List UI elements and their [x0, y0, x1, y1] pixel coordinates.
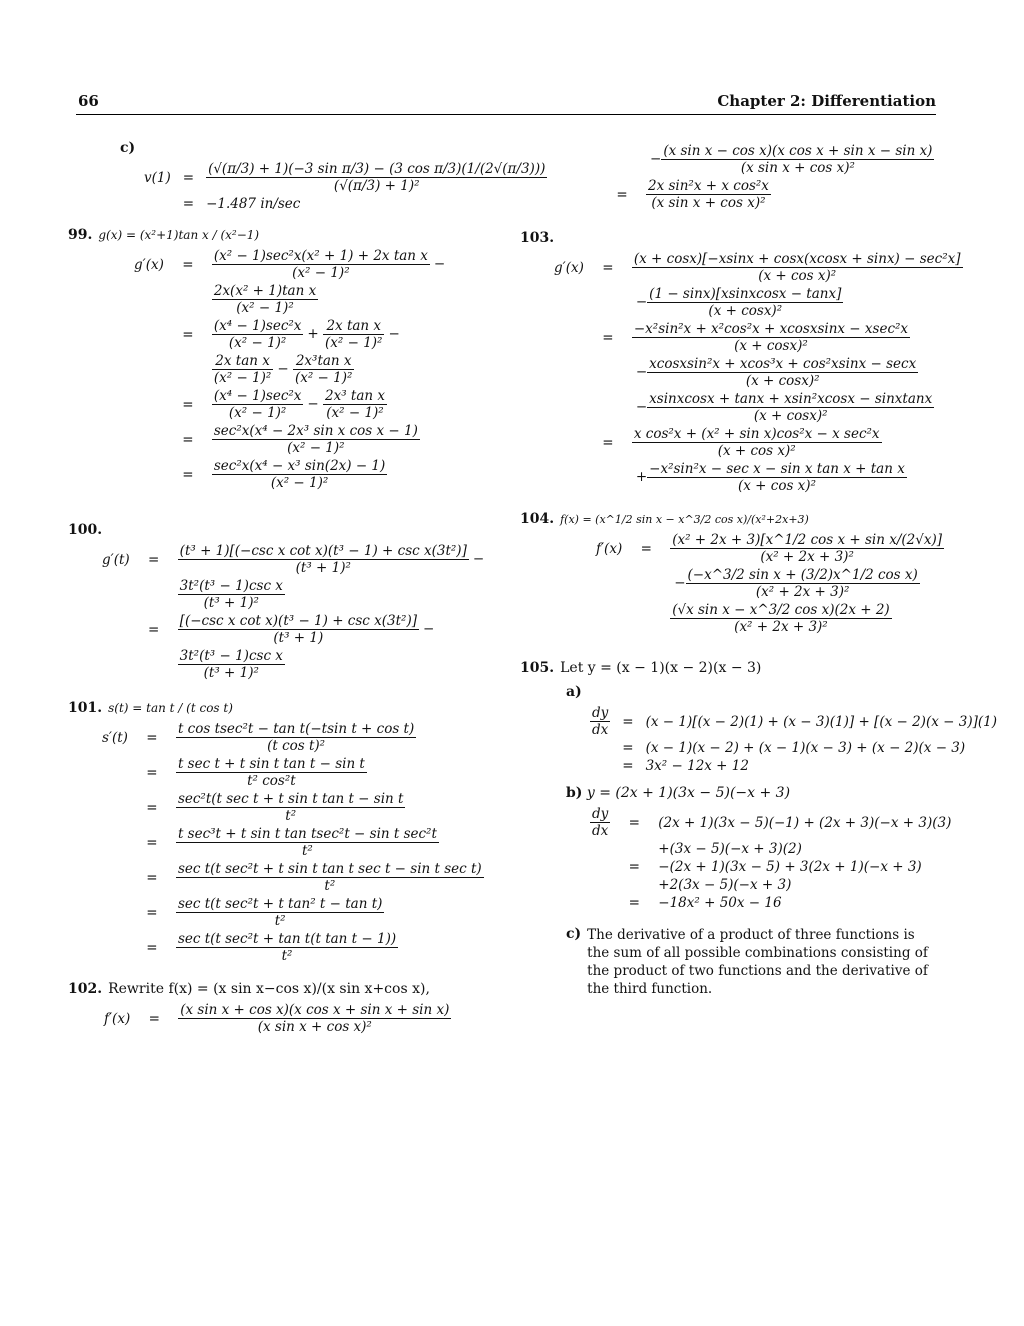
part-c: c) The derivative of a product of three functions is the sum of all possible combinations consisting of the product of two functions and the derivative of the third function.: [566, 926, 936, 998]
problem-100-derivation: g′(t) = $\frac{\text{(t³ + 1)[(−csc x cot x)(t³ − 1) + csc x(3t²)]}}{\text{(t³ + 1)²}}$ − $\frac{\text{3t²(t³ − 1)csc x}}{\text{(t³ + 1)²}}$ = $\frac{\text{[(−csc x cot x)(t³ − 1) + csc x(3t²)]}}{\text{(t³ + 1)}}$ − $\frac{\text{3t²(t³ − 1)csc x}}{\text{(t³ + 1)²}}$: [102, 543, 485, 681]
problem-104: 104. f(x) = (x^1/2 sin x − x^3/2 cos x)/(x²+2x+3): [520, 511, 809, 527]
right-column: [520, 138, 1000, 998]
problem-102-derivation: f′(x) = $\frac{\text{(x sin x + cos x)(x cos x + sin x + sin x)}}{\text{(x sin x + cos x)²}}$: [104, 1002, 450, 1035]
problem-105: 105. Let y = (x − 1)(x − 2)(x − 3): [520, 660, 762, 676]
page-header: [76, 92, 936, 115]
part-b: b) y = (2x + 1)(3x − 5)(−x + 3): [566, 785, 791, 801]
problem-101: 101. s(t) = tan t / (t cos t): [68, 700, 233, 716]
problem-100: 100.: [68, 522, 103, 538]
chapter-title: Chapter 2: Differentiation: [717, 92, 936, 110]
problem-99-derivation: g′(x) = $\frac{\text{(x² − 1)sec²x(x² + 1) + 2x tan x}}{\text{(x² − 1)²}}$ − $\frac{\text{2x(x² + 1)tan x}}{\text{(x² − 1)²}}$ = $\frac{\text{(x⁴ − 1)sec²x}}{\text{(x² − 1)²}}$ + $\frac{\text{2x tan x}}{\text{(x² − 1)²}}$ − $\frac{\text{2x tan x}}{\text{(x² − 1)²}}$ − $\frac{\text{2x³tan x}}{\text{(x² − 1)²}}$ = $\frac{\text{(x⁴ − 1)sec²x}}{\text{(x² − 1)²}}$ − $\frac{\text{2x³ tan x}}{\text{(x² − 1)²}}$ = $\frac{\text{sec²x(x⁴ − 2x³ sin x cos x − 1)}}{\text{(x² − 1)²}}$ = $\frac{\text{sec²x(x⁴ − x³ sin(2x) − 1)}}{\text{(x² − 1)²}}$: [134, 248, 446, 491]
velocity-result: −1.487 in/sec: [206, 196, 301, 212]
part-c-label: c): [120, 140, 136, 156]
problem-103: 103.: [520, 230, 555, 246]
problem-101-derivation: s′(t) = $\frac{\text{t cos tsec²t − tan t(−tsin t + cos t)}}{\text{(t cos t)²}}$ = $\frac{\text{t sec t + t sin t tan t − sin t}}{\text{t² cos²t}}$ = $\frac{\text{sec²t(t sec t + t sin t tan t − sin t}}{\text{t²}}$ = $\frac{\text{t sec³t + t sin t tan tsec²t − sin t sec²t}}{\text{t²}}$ = $\frac{\text{sec t(t sec²t + t sin t tan t sec t − sin t sec t)}}{\text{t²}}$ = $\frac{\text{sec t(t sec²t + t tan² t − tan t)}}{\text{t²}}$ = $\frac{\text{sec t(t sec²t + tan t(t tan t − 1))}}{\text{t²}}$: [102, 721, 482, 964]
part-a-label: a): [566, 684, 582, 700]
part-b-derivation: $\frac{dy}{dx}$ = (2x + 1)(3x − 5)(−1) + (2x + 3)(−x + 3)(3) +(3x − 5)(−x + 3)(2) = −(2x + 1)(3x − 5) + 3(2x + 1)(−x + 3) +2(3x − 5)(−x + 3) = −18x² + 50x − 16: [592, 806, 952, 911]
fraction: $\frac{\text{(√(π/3) + 1)(−3 sin π/3) − (3 cos π/3)(1/(2√(π/3)))}}{\text{(√(π/3) + 1)²}}$: [208, 161, 546, 194]
problem-102-continued: − $\frac{\text{(x sin x − cos x)(x cos x + sin x − sin x)}}{\text{(x sin x + cos x)²}}$ = $\frac{\text{2x sin²x + x cos²x}}{\text{(x sin x + cos x)²}}$: [616, 143, 933, 211]
page-number: 66: [78, 92, 99, 110]
lhs: v(1): [144, 169, 171, 186]
problem-99: 99. g(x) = (x²+1)tan x / (x²−1): [68, 227, 260, 243]
problem-102: 102. Rewrite f(x) = (x sin x−cos x)/(x sin x+cos x),: [68, 981, 430, 997]
part-a-derivation: $\frac{dy}{dx}$ = (x − 1)[(x − 2)(1) + (x − 3)(1)] + [(x − 2)(x − 3)](1) = (x − 1)(x − 2) + (x − 1)(x − 3) + (x − 2)(x − 3) = 3x² − 12x + 12: [592, 705, 997, 774]
velocity-equation: v(1) = $\frac{\text{(√(π/3) + 1)(−3 sin π/3) − (3 cos π/3)(1/(2√(π/3)))}}{\text{(√(π/3) + 1)²}}$ = −1.487 in/sec: [138, 160, 553, 213]
part-c-text: The derivative of a product of three functions is the sum of all possible combinations consisting of the product of two functions and the derivative of the third function.: [587, 927, 928, 997]
problem-104-derivation: f′(x) = $\frac{\text{(x² + 2x + 3)[x\textasciicircum{}1/2 cos x + sin x/(2√x)]}}{\text{(x² + 2x + 3)²}}$ − $\frac{\text{(−x\textasciicircum{}3/2 sin x + (3/2)x\textasciicircum{}1/2 cos x)}}{\text{(x² + 2x + 3)²}}$ $\frac{\text{(√x sin x − x\textasciicircum{}3/2 cos x)(2x + 2)}}{\text{(x² + 2x + 3)²}}$: [596, 532, 942, 635]
problem-103-derivation: g′(x) = $\frac{\text{(x + cosx)[−xsinx + cosx(xcosx + sinx) − sec²x]}}{\text{(x + cos x)²}}$ − $\frac{\text{(1 − sinx)[xsinxcosx − tanx]}}{\text{(x + cosx)²}}$ = $\frac{\text{−x²sin²x + x²cos²x + xcosxsinx − xsec²x}}{\text{(x + cosx)²}}$ − $\frac{\text{xcosxsin²x + xcos³x + cos²xsinx − secx}}{\text{(x + cosx)²}}$ − $\frac{\text{xsinxcosx + tanx + xsin²xcosx − sinxtanx}}{\text{(x + cosx)²}}$ = $\frac{\text{x cos²x + (x² + sin x)cos²x − x sec²x}}{\text{(x + cos x)²}}$ + $\frac{\text{−x²sin²x − sec x − sin x tan x + tan x}}{\text{(x + cos x)²}}$: [554, 251, 961, 494]
